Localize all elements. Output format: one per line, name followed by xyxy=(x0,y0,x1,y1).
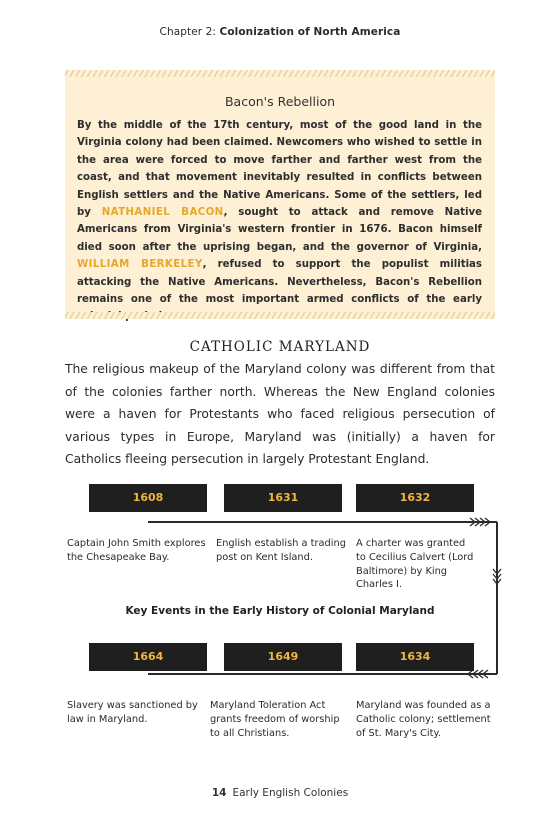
chevron-right-icon xyxy=(470,518,490,526)
timeline-year-box xyxy=(89,484,207,512)
sidebar-highlight-name: WILLIAM BERKELEY xyxy=(77,259,203,271)
page-footer xyxy=(0,787,560,799)
timeline-caption: Slavery was sanctioned by law in Maryland. xyxy=(67,700,198,725)
chapter-header xyxy=(0,26,560,38)
timeline-year: 1634 xyxy=(399,650,431,663)
timeline-year: 1631 xyxy=(267,491,299,504)
timeline-caption: Maryland Toleration Act grants freedom of worship to all Christians. xyxy=(210,700,340,739)
sidebar-text: , sought to attack and remove Native Americans from Virginia's western frontier in 1676. Bacon himself died soon after the uprising began, and the governor of Virginia, xyxy=(77,207,482,253)
timeline-caption: Captain John Smith explores the Chesapeake Bay. xyxy=(67,538,206,563)
chevron-left-icon xyxy=(468,670,488,678)
timeline-year: 1608 xyxy=(132,491,164,504)
section-paragraph: The religious makeup of the Maryland colony was different from that of the colonies farther north. Whereas the New England colonies were a haven for Protestants who faced religious persecution of various types in Europe, Maryland was (initially) a haven for Catholics fleeing persecution in largely Protestant England. xyxy=(65,362,495,467)
timeline-year: 1632 xyxy=(399,491,431,504)
timeline-year-box xyxy=(356,484,474,512)
chapter-label: Chapter 2: xyxy=(159,26,217,38)
timeline-title: Key Events in the Early History of Colonial Maryland xyxy=(125,605,435,617)
book-title: Early English Colonies xyxy=(232,787,349,799)
timeline-year-box xyxy=(89,643,207,671)
timeline-year: 1664 xyxy=(132,650,164,663)
chevron-down-icon xyxy=(493,569,501,584)
sidebar-box xyxy=(65,70,495,319)
timeline-caption: Maryland was founded as a Catholic colony; settlement of St. Mary's City. xyxy=(356,700,491,739)
sidebar-highlight-name: NATHANIEL BACON xyxy=(101,207,224,219)
timeline-year-box xyxy=(224,484,342,512)
timeline-year-box xyxy=(224,643,342,671)
timeline-year: 1649 xyxy=(267,650,299,663)
sidebar-title: Bacon's Rebellion xyxy=(224,94,336,109)
sidebar-text: , refused to support the populist militias attacking the Native Americans. Nevertheless, Bacon's Rebellion remains one of the most important armed conflicts of the early xyxy=(77,259,482,306)
page-number: 14 xyxy=(211,787,227,799)
section-title: CATHOLIC MARYLAND xyxy=(189,339,371,355)
chapter-title: Colonization of North America xyxy=(219,26,401,38)
timeline-year-box xyxy=(356,643,474,671)
sidebar-top-border xyxy=(65,70,495,77)
sidebar-bottom-border xyxy=(65,312,495,319)
timeline-caption: English establish a trading post on Kent Island. xyxy=(216,538,346,563)
sidebar-text: By the middle of the 17th century, most of the good land in the Virginia colony had been claimed. Newcomers who wished to settle in the area were forced to move farther and farther west from the coast, and that movement inevitably resulted in conflicts between English settlers and the Native Americans. Some of the settlers, led by xyxy=(77,120,482,219)
sidebar-body xyxy=(77,117,482,326)
timeline-caption: A charter was granted to Cecilius Calvert (Lord Baltimore) by King Charles I. xyxy=(356,538,474,591)
